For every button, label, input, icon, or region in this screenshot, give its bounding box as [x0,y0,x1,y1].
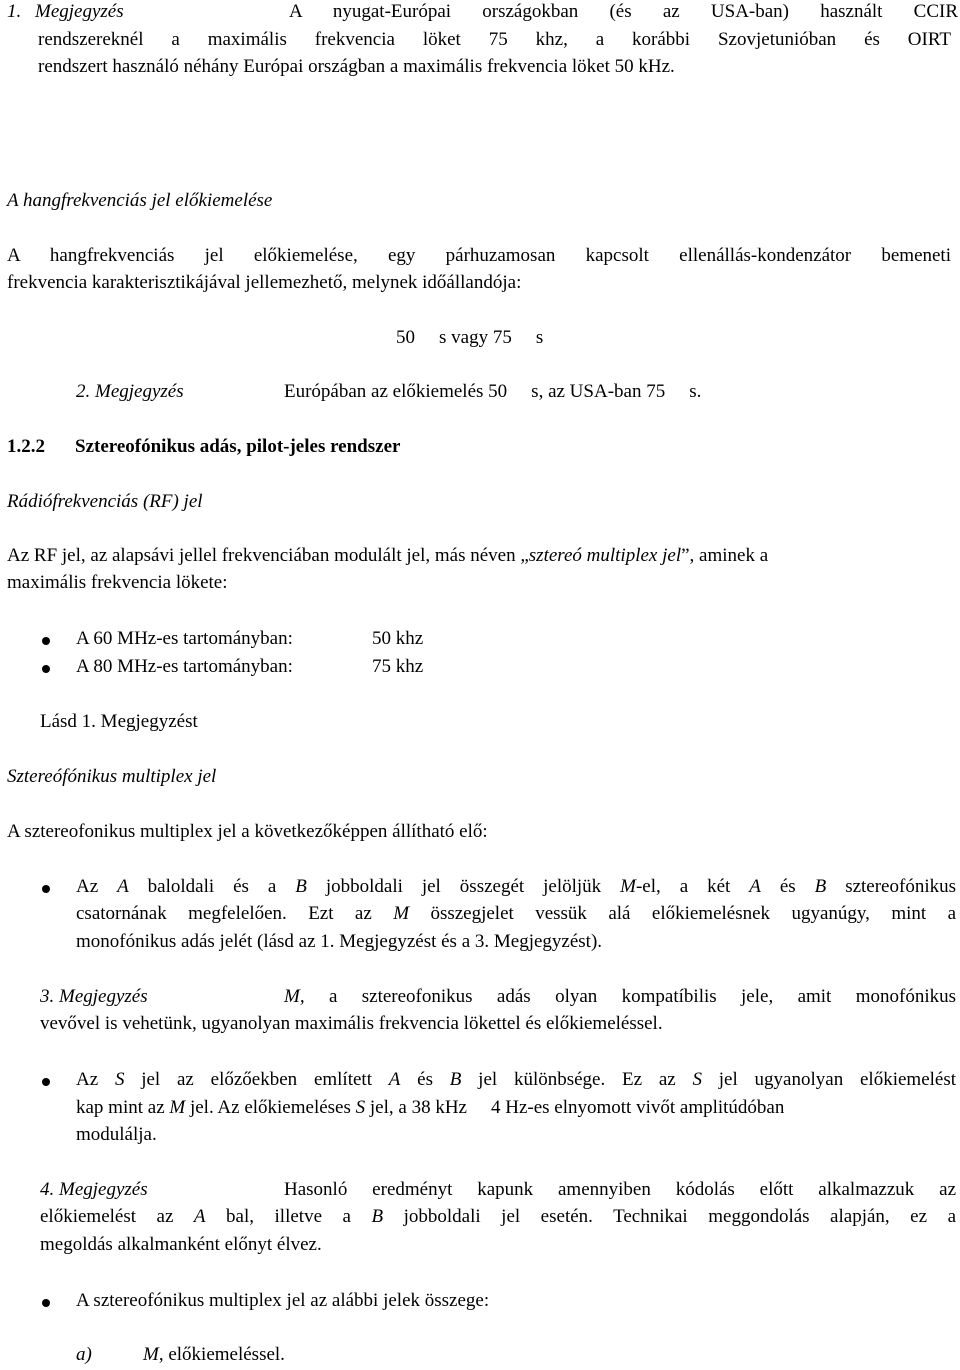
formula-value-75: s vagy 75 [439,327,512,348]
rf-line1 [7,542,768,570]
var-m: M [143,1344,159,1365]
note1-text-line1: A nyugat-Európai országokban (és az USA-ban) használt CCIR [289,1,958,22]
var-b: B [814,876,827,897]
text-run: jel ugyanolyan előkiemelést [702,1069,957,1090]
text-run: jel az előzőekben említett [124,1069,389,1090]
note2-unit: s. [689,381,702,402]
note4-line3: megoldás alkalmanként előnyt élvez. [40,1234,322,1255]
text-run: sztereofónikus [826,876,956,897]
text-run: kap mint az [76,1097,170,1118]
var-a: A [117,876,129,897]
bullet-s-line3: modulálja. [76,1124,157,1145]
rf-multiplex-term: sztereó multiplex jel [528,545,682,566]
multiplex-bullet1-line3: monofónikus adás jelét (lásd az 1. Megjegyzést és a 3. Megjegyzést). [76,931,603,952]
rf-line2: maximális frekvencia lökete: [7,572,228,593]
note3-label: 3. Megjegyzés [40,986,148,1007]
rf-line1-end: ”, aminek a [681,545,769,566]
formula-unit: s [535,327,544,348]
note2-usa: s, az USA-ban 75 [531,381,666,402]
formula-value-50: 50 [396,327,415,348]
var-a: A [193,1206,206,1227]
bullet-icon [42,1078,50,1086]
rf-item-80-label: A 80 MHz-es tartományban: [76,656,293,677]
sum-text: A sztereofónikus multiplex jel az alábbi jelek összege: [76,1290,490,1311]
rf-line1-start: Az RF jel, az alapsávi jellel frekvenciában modulált jel, más néven „ [7,545,529,566]
var-b: B [449,1069,462,1090]
text-run: csatornának megfelelően. Ezt az [76,903,394,924]
bullet-s-line1 [76,1066,956,1094]
text-run: -el, a két [635,876,750,897]
text-run: jel, a 38 kHz [365,1097,467,1118]
text-run: jobboldali jel esetén. Technikai meggondolás alapján, ez a [383,1206,956,1227]
var-m: M [620,876,636,897]
bullet-icon [42,637,50,645]
text-run: jel különbsége. Ez az [461,1069,693,1090]
preemphasis-line2: frekvencia karakterisztikájával jellemezhető, melynek időállandója: [7,272,522,293]
var-s: S [692,1069,702,1090]
note1-number: 1. [7,1,22,22]
note1-label: Megjegyzés [35,1,124,22]
text-run: , előkiemeléssel. [158,1344,285,1365]
note2-europe: Európában az előkiemelés 50 [284,381,508,402]
note1-text-line3: rendszert használó néhány Európai országban a maximális frekvencia löket 50 kHz. [38,56,675,77]
var-s: S [114,1069,125,1090]
text-run: előkiemelést az [40,1206,194,1227]
rf-item-60-value: 50 khz [372,628,424,649]
rf-see-note: Lásd 1. Megjegyzést [40,711,198,732]
section-title: Sztereofónikus adás, pilot-jeles rendszer [75,436,401,457]
text-run: Az [76,876,118,897]
sum-item-a [143,1341,285,1369]
bullet-s-line2 [76,1094,956,1122]
var-b: B [371,1206,384,1227]
var-m: M [393,903,410,924]
note4-label: 4. Megjegyzés [40,1179,148,1200]
rf-item-80-value: 75 khz [372,656,424,677]
section-number: 1.2.2 [7,436,45,457]
text-run: baloldali és a [128,876,296,897]
rf-heading: Rádiófrekvenciás (RF) jel [7,491,203,512]
var-a: A [749,876,761,897]
text-run: és [400,1069,450,1090]
note3-line2: vevővel is vehetünk, ugyanolyan maximális frekvencia lökettel és előkiemeléssel. [40,1013,663,1034]
note2-label: 2. Megjegyzés [76,381,184,402]
var-m: M, [284,986,305,1007]
note1-line1 [7,0,957,26]
preemphasis-heading: A hangfrekvenciás jel előkiemelése [7,190,273,211]
multiplex-heading: Sztereófónikus multiplex jel [7,766,217,787]
sum-item-a-label: a) [76,1344,92,1365]
multiplex-intro: A sztereofonikus multiplex jel a következőképpen állítható elő: [7,821,488,842]
text-run: jel. Az előkiemeléses [185,1097,356,1118]
var-m: M [169,1097,186,1118]
time-constant-formula [396,324,543,352]
note4-line1: Hasonló eredményt kapunk amennyiben kódolás előtt alkalmazzuk az [284,1179,956,1200]
note3-line1 [284,983,956,1011]
note1-text-line2: rendszereknél a maximális frekvencia löket 75 khz, a korábbi Szovjetunióban és OIRT [38,29,951,50]
var-b: B [295,876,307,897]
bullet-icon [42,1299,50,1307]
text-run: jobboldali jel összegét jelöljük [306,876,621,897]
note2-text [284,378,701,406]
rf-item-60-label: A 60 MHz-es tartományban: [76,628,293,649]
text-run: a sztereofonikus adás olyan kompatíbilis jele, amit monofónikus [328,986,956,1007]
text-run: Az [76,1069,115,1090]
preemphasis-line1: A hangfrekvenciás jel előkiemelése, egy párhuzamosan kapcsolt ellenállás-kondenzátor bemeneti [7,245,951,266]
var-a: A [388,1069,401,1090]
bullet-icon [42,665,50,673]
text-run: 4 Hz-es elnyomott vivőt amplitúdóban [490,1097,785,1118]
multiplex-bullet1-line2 [76,900,956,928]
bullet-icon [42,885,50,893]
text-run: és [760,876,815,897]
text-run: bal, illetve a [205,1206,372,1227]
multiplex-bullet1-line1 [76,873,956,901]
note4-line2 [40,1203,956,1231]
var-s: S [355,1097,366,1118]
text-run: összegjelet vessük alá előkiemelésnek ugyanúgy, mint a [409,903,957,924]
